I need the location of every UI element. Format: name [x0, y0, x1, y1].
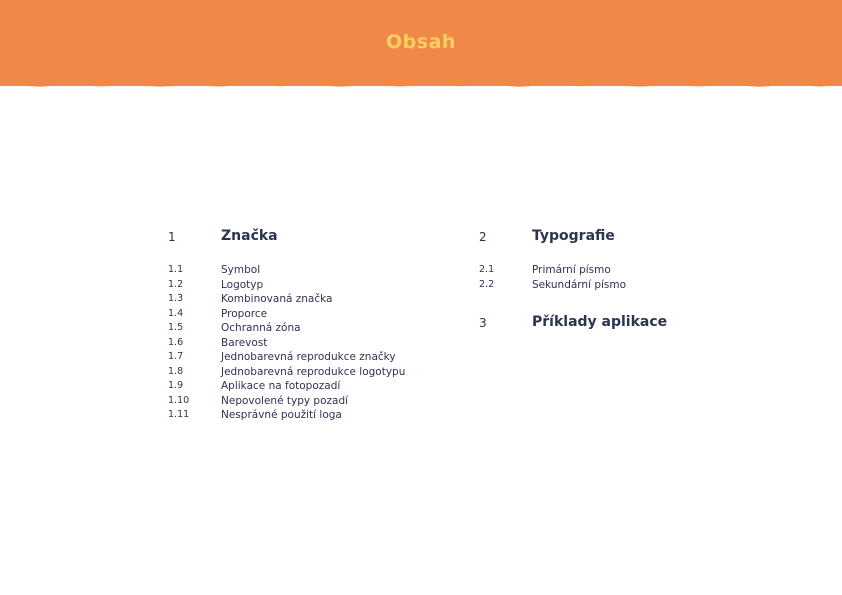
- toc-item[interactable]: [168, 278, 448, 293]
- section-number: 1: [168, 230, 176, 244]
- item-label: Jednobarevná reprodukce značky: [221, 351, 396, 363]
- toc-column-left: [168, 228, 448, 423]
- toc-item-list: [168, 263, 448, 423]
- item-number: 1.1: [168, 264, 184, 275]
- toc-item[interactable]: [479, 278, 739, 293]
- section-title: Značka: [221, 228, 278, 244]
- item-label: Kombinovaná značka: [221, 293, 333, 305]
- item-label: Aplikace na fotopozadí: [221, 380, 341, 392]
- toc-section-heading[interactable]: [479, 228, 739, 248]
- item-number: 1.2: [168, 278, 184, 290]
- item-number: 1.4: [168, 307, 184, 319]
- header-torn-edge: [0, 80, 842, 90]
- toc-item[interactable]: [168, 292, 448, 307]
- toc-item[interactable]: [168, 408, 448, 423]
- item-number: 1.7: [168, 351, 184, 362]
- toc-section-2: [479, 228, 739, 292]
- item-label: Logotyp: [221, 278, 264, 291]
- toc-item[interactable]: [168, 379, 448, 394]
- item-label: Barevost: [221, 336, 268, 349]
- toc-column-right: [479, 228, 739, 334]
- item-number: 2.2: [479, 278, 495, 290]
- toc-item[interactable]: [168, 263, 448, 278]
- item-number: 1.9: [168, 380, 184, 391]
- section-title: Typografie: [532, 228, 615, 244]
- item-label: Primární písmo: [532, 264, 611, 276]
- section-number: 2: [479, 230, 487, 244]
- section-title: Příklady aplikace: [532, 314, 668, 330]
- item-number: 1.5: [168, 322, 184, 333]
- item-label: Nesprávné použití loga: [221, 409, 342, 421]
- toc-section-1: [168, 228, 448, 423]
- toc-item[interactable]: [168, 321, 448, 336]
- item-label: Ochranná zóna: [221, 322, 301, 334]
- toc-item[interactable]: [168, 350, 448, 365]
- toc-item[interactable]: [168, 336, 448, 351]
- toc-item[interactable]: [168, 365, 448, 380]
- toc-item-list: [479, 263, 739, 292]
- toc-section-heading[interactable]: [479, 314, 739, 334]
- toc-item[interactable]: [479, 263, 739, 278]
- item-number: 1.6: [168, 336, 184, 348]
- item-number: 1.10: [168, 394, 190, 406]
- item-label: Symbol: [221, 264, 261, 276]
- item-label: Nepovolené typy pozadí: [221, 394, 349, 407]
- page-title: Obsah: [386, 31, 456, 53]
- item-label: Jednobarevná reprodukce logotypu: [221, 365, 406, 378]
- item-number: 1.3: [168, 293, 184, 304]
- item-label: Proporce: [221, 307, 268, 320]
- toc-item[interactable]: [168, 307, 448, 322]
- item-label: Sekundární písmo: [532, 278, 627, 291]
- item-number: 1.8: [168, 365, 184, 377]
- toc-section-3: [479, 314, 739, 334]
- header-banner: [0, 0, 842, 86]
- toc-section-heading[interactable]: [168, 228, 448, 248]
- item-number: 1.11: [168, 409, 190, 420]
- toc-item[interactable]: [168, 394, 448, 409]
- section-number: 3: [479, 316, 487, 330]
- item-number: 2.1: [479, 264, 495, 275]
